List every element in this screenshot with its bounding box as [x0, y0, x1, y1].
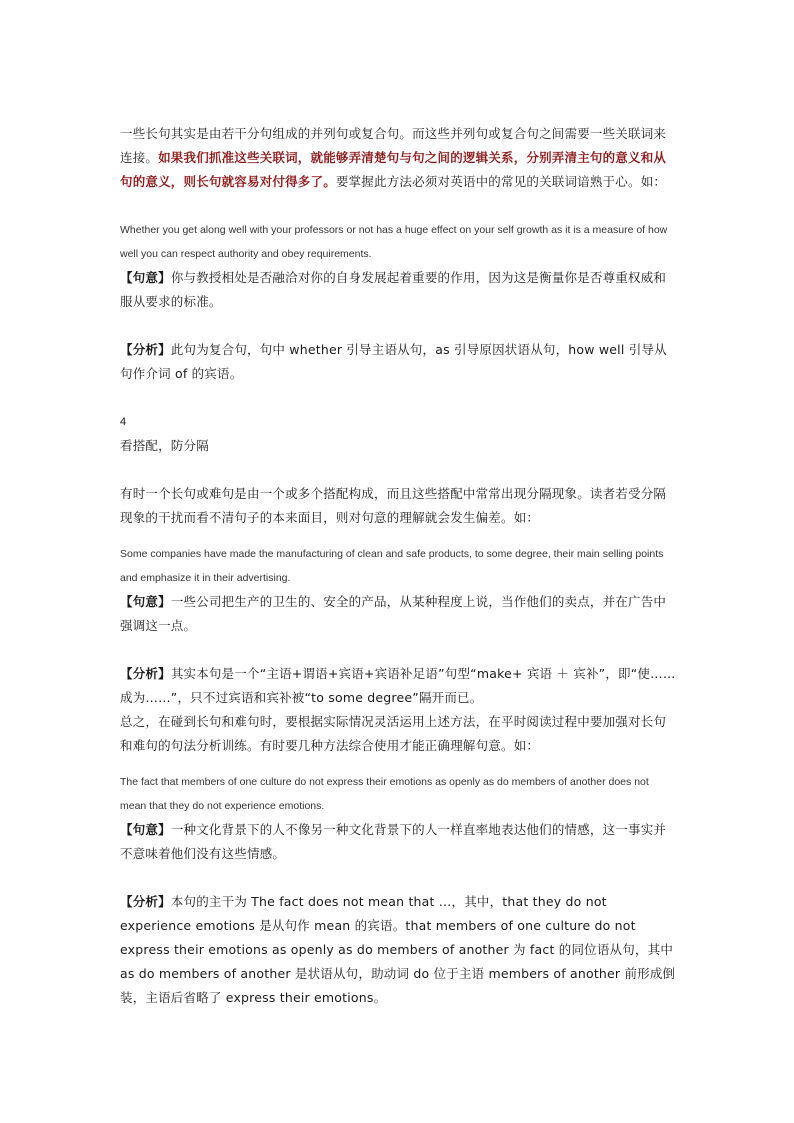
intro-line: 一些长句其实是由若干分句组成的并列句或复合句。而这些并列句或复合句之间需要一些关联词来连接。: [120, 126, 667, 165]
summary-paragraph: 总之，在碰到长句和难句时，要根据实际情况灵活运用上述方法，在平时阅读过程中要加强对长句和难句的句法分析训练。有时要几种方法综合使用才能正确理解句意。如：: [120, 714, 667, 753]
intro-paragraph: [120, 122, 676, 194]
section-intro: 有时一个长句或难句是由一个或多个搭配构成，而且这些搭配中常常出现分隔现象。读者若受分隔现象的干扰而看不清句子的本来面目，则对句意的理解就会发生偏差。如：: [120, 486, 667, 525]
meaning-label: 【句意】: [120, 270, 171, 285]
meaning-text: 一种文化背景下的人不像另一种文化背景下的人一样直率地表达他们的情感，这一事实并不意味着他们没有这些情感。: [120, 822, 667, 861]
analysis-text: 此句为复合句，句中 whether 引导主语从句，as 引导原因状语从句，how well 引导从句作介词 of 的宾语。: [120, 342, 667, 381]
example2-analysis: [120, 662, 676, 710]
section-number: 4: [120, 416, 127, 428]
meaning-label: 【句意】: [120, 822, 171, 837]
intro-tail: 要掌握此方法必须对英语中的常见的关联词谙熟于心。如：: [335, 174, 667, 189]
section-title: 看搭配，防分隔: [120, 438, 209, 453]
example1-meaning: [120, 266, 676, 314]
meaning-text: 你与教授相处是否融洽对你的自身发展起着重要的作用，因为这是衡量你是否尊重权威和服从要求的标准。: [120, 270, 667, 309]
example2-meaning: [120, 590, 676, 638]
analysis-label: 【分析】: [120, 666, 171, 681]
example1-analysis: [120, 338, 676, 386]
intro-highlight: 如果我们抓准这些关联词，就能够弄清楚句与句之间的逻辑关系，分别弄清主句的意义和从句的意义，则长句就容易对付得多了。: [120, 150, 667, 189]
meaning-text: 一些公司把生产的卫生的、安全的产品，从某种程度上说，当作他们的卖点，并在广告中强调这一点。: [120, 594, 667, 633]
analysis-label: 【分析】: [120, 894, 171, 909]
example2-english: Some companies have made the manufacturing of clean and safe products, to some degree, their main selling points and emphasize it in their advertising.: [120, 548, 664, 584]
meaning-label: 【句意】: [120, 594, 171, 609]
example3-meaning: [120, 818, 676, 866]
analysis-text: 其实本句是一个“主语+谓语+宾语+宾语补足语”句型“make+ 宾语 ＋ 宾补”，即“使……成为……”，只不过宾语和宾补被“to some degree”隔开而已。: [120, 666, 676, 705]
example1-english: Whether you get along well with your professors or not has a huge effect on your self growth as it is a measure of how well you can respect authority and obey requirements.: [120, 224, 668, 260]
document-page: [120, 122, 676, 1010]
analysis-text: 本句的主干为 The fact does not mean that …，其中，that they do not experience emotions 是从句作 mean 的宾语。that members of one culture do not express their emotions as openly as do members of another 为 fact 的同位语从句，其中 as do members of another 是状语从句，助动词 do 位于主语 members of another 前形成倒装，主语后省略了 express their emotions。: [120, 894, 676, 1005]
analysis-label: 【分析】: [120, 342, 171, 357]
example3-analysis: [120, 890, 676, 1010]
example3-english: The fact that members of one culture do not express their emotions as openly as do members of another does not mean that they do not experience emotions.: [120, 776, 649, 812]
